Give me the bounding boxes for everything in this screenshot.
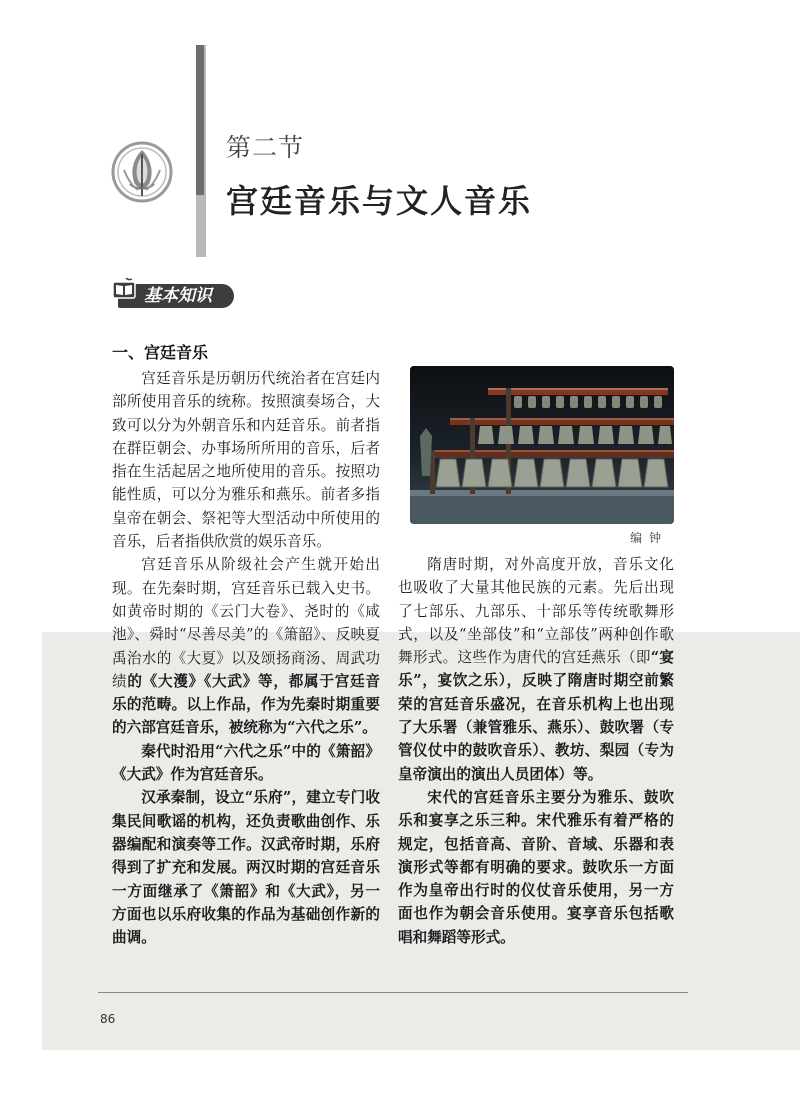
paragraph-han: 汉承秦制，设立“乐府”，建立专门收集民间歌谣的机构，还负责歌曲创作、乐器编配和演奏等工作。汉武帝时期，乐府得到了扩充和发展。两汉时期的宫廷音乐一方面继承了《箫韶》和《大武》，另一方面也以乐府收集的作品为基础创作新的曲调。: [112, 789, 380, 947]
left-text-column: [112, 367, 380, 949]
paragraph-song: 宋代的宫廷音乐主要分为雅乐、鼓吹乐和宴享之乐三种。宋代雅乐有着严格的规定，包括音高、音阶、音域、乐器和表演形式等都有明确的要求。鼓吹乐一方面作为皇帝出行时的仪仗音乐使用，另一方面也作为朝会音乐使用。宴享音乐包括歌唱和舞蹈等形式。: [398, 788, 674, 946]
right-text-column: [398, 553, 674, 949]
open-book-icon: [112, 277, 136, 301]
paragraph-sui-tang-part2: “宴乐”，宴饮之乐），反映了隋唐时期空前繁荣的宫廷音乐盛况，在音乐机构上也出现了大乐署（兼管雅乐、燕乐）、鼓吹署（专管仪仗中的鼓吹音乐）、教坊、梨园（专为皇帝演出的演出人员团体）等。: [398, 649, 674, 783]
section-title: 宫廷音乐与文人音乐: [226, 182, 533, 220]
paragraph-pre-qin-part2: 的《大濩》《大武》等，都属于宫廷音乐的范畴。以上作品，作为先秦时期重要的六部宫廷音乐，被统称为“六代之乐”。: [112, 672, 380, 737]
knowledge-badge-label: 基本知识: [144, 286, 212, 306]
photo-caption: 编钟: [630, 531, 669, 545]
page-number: 86: [100, 1012, 116, 1026]
footer-rule: [98, 992, 688, 993]
paragraph-pre-qin-part1: 宫廷音乐从阶级社会产生就开始出现。在先秦时期，宫廷音乐已载入史书。如黄帝时期的《云门大卷》、尧时的《咸池》、舜时“尽善尽美”的《箫韶》、反映夏禹治水的《大夏》以及颂扬商汤、周武功绩: [112, 556, 380, 690]
paragraph-sui-tang: [398, 553, 674, 786]
title-bar-dark: [196, 45, 204, 195]
paragraph-court-music-definition: 宫廷音乐是历朝历代统治者在宫廷内部所使用音乐的统称。按照演奏场合，大致可以分为外朝音乐和内廷音乐。前者指在群臣朝会、办事场所所用的音乐，后者指在生活起居之地所使用的音乐。按照功能性质，可以分为雅乐和燕乐。前者多指皇帝在朝会、祭祀等大型活动中所使用的音乐，后者指供欣赏的娱乐音乐。: [112, 370, 380, 551]
paragraph-pre-qin: [112, 553, 380, 739]
section-heading: 一、宫廷音乐: [112, 343, 209, 362]
bianzhong-bells-illustration: [410, 366, 674, 524]
bianzhong-photo: [410, 366, 674, 524]
paragraph-sui-tang-part1: 隋唐时期，对外高度开放，音乐文化也吸收了大量其他民族的元素。先后出现了七部乐、九部乐、十部乐等传统歌舞形式，以及“坐部伎”和“立部伎”两种创作歌舞形式。这些作为唐代的宫廷燕乐（即: [398, 556, 674, 667]
paragraph-qin: 秦代时沿用“六代之乐”中的《箫韶》《大武》作为宫廷音乐。: [112, 742, 380, 784]
section-number: 第二节: [226, 133, 305, 162]
pipa-emblem-icon: [110, 140, 174, 204]
